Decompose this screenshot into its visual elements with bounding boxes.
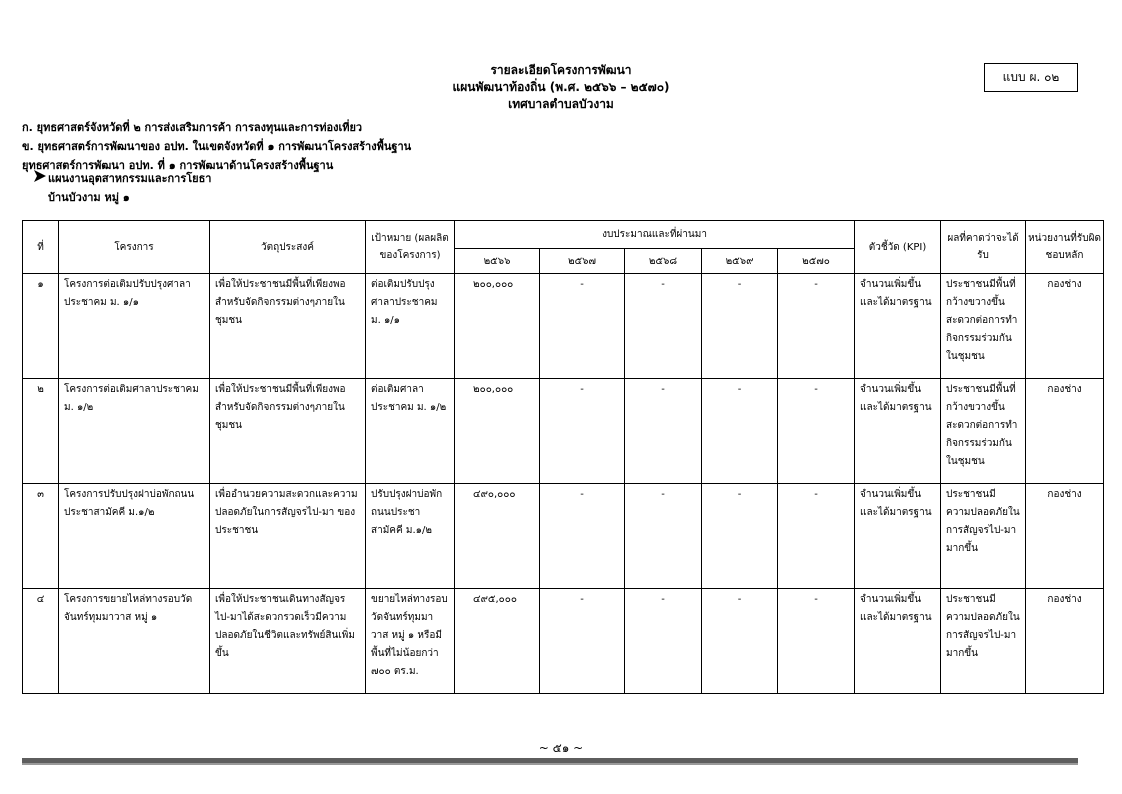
row-target: ต่อเติมปรับปรุงศาลาประชาคม ม. ๑/๑ bbox=[366, 274, 455, 379]
row-objective: เพื่อให้ประชาชนมีพื้นที่เพียงพอสำหรับจัดกิจกรรมต่างๆภายในชุมชน bbox=[210, 379, 366, 484]
header-objective: วัตถุประสงค์ bbox=[210, 221, 366, 274]
header-result: ผลที่คาดว่าจะได้รับ bbox=[941, 221, 1026, 274]
header-target: เป้าหมาย (ผลผลิตของโครงการ) bbox=[366, 221, 455, 274]
form-code-box: แบบ ผ. ๐๒ bbox=[984, 63, 1078, 92]
project-table bbox=[22, 220, 1104, 694]
row-no: ๓ bbox=[23, 484, 59, 589]
row-result: ประชาชนมีความปลอดภัยในการสัญจรไป-มา มากขึ้น bbox=[941, 484, 1026, 589]
row-budget-2570: - bbox=[778, 274, 855, 379]
row-budget-2568: - bbox=[625, 274, 702, 379]
document-subtitle: แผนพัฒนาท้องถิ่น (พ.ศ. ๒๕๖๖ – ๒๕๗๐) bbox=[452, 80, 670, 94]
village-name: บ้านบัวงาม หมู่ ๑ bbox=[48, 191, 130, 204]
document-title: รายละเอียดโครงการพัฒนา bbox=[490, 63, 632, 77]
row-budget-2567: - bbox=[540, 484, 625, 589]
header-agency: หน่วยงานที่รับผิดชอบหลัก bbox=[1026, 221, 1104, 274]
row-budget-2570: - bbox=[778, 379, 855, 484]
header-kpi: ตัวชี้วัด (KPI) bbox=[855, 221, 941, 274]
header-year: ๒๕๖๙ bbox=[702, 249, 778, 274]
row-result: ประชาชนมีพื้นที่กว้างขวางขึ้น สะดวกต่อการทำกิจกรรมร่วมกันในชุมชน bbox=[941, 379, 1026, 484]
row-budget-2566: ๔๙๐,๐๐๐ bbox=[455, 484, 540, 589]
header-year: ๒๕๖๖ bbox=[455, 249, 540, 274]
row-target: ต่อเติมศาลาประชาคม ม. ๑/๒ bbox=[366, 379, 455, 484]
row-budget-2566: ๒๐๐,๐๐๐ bbox=[455, 274, 540, 379]
table-row bbox=[23, 589, 1104, 694]
row-no: ๑ bbox=[23, 274, 59, 379]
row-budget-2569: - bbox=[702, 589, 778, 694]
document-header bbox=[0, 62, 1122, 113]
strategy-section bbox=[22, 118, 411, 175]
row-budget-2570: - bbox=[778, 589, 855, 694]
row-budget-2568: - bbox=[625, 589, 702, 694]
row-no: ๒ bbox=[23, 379, 59, 484]
row-project: โครงการต่อเติมปรับปรุงศาลาประชาคม ม. ๑/๑ bbox=[59, 274, 210, 379]
row-kpi: จำนวนเพิ่มขึ้นและได้มาตรฐาน bbox=[855, 589, 941, 694]
row-target: ขยายไหล่ทางรอบวัดจันทร์ทุมมาวาส หมู่ ๑ หรือมีพื้นที่ไม่น้อยกว่า ๗๐๐ ตร.ม. bbox=[366, 589, 455, 694]
row-budget-2566: ๒๐๐,๐๐๐ bbox=[455, 379, 540, 484]
row-budget-2570: - bbox=[778, 484, 855, 589]
row-result: ประชาชนมีความปลอดภัยในการสัญจรไป-มา มากขึ้น bbox=[941, 589, 1026, 694]
row-agency: กองช่าง bbox=[1026, 484, 1104, 589]
row-objective: เพื่อให้ประชาชนเดินทางสัญจรไป-มาได้สะดวกรวดเร็วมีความปลอดภัยในชีวิตและทรัพย์สินเพิ่มขึ้น bbox=[210, 589, 366, 694]
arrow-bullet-icon bbox=[34, 169, 48, 188]
row-kpi: จำนวนเพิ่มขึ้นและได้มาตรฐาน bbox=[855, 274, 941, 379]
row-kpi: จำนวนเพิ่มขึ้นและได้มาตรฐาน bbox=[855, 484, 941, 589]
row-agency: กองช่าง bbox=[1026, 274, 1104, 379]
row-budget-2569: - bbox=[702, 274, 778, 379]
row-kpi: จำนวนเพิ่มขึ้นและได้มาตรฐาน bbox=[855, 379, 941, 484]
footer-rule-shadow bbox=[22, 763, 1078, 765]
table-row bbox=[23, 484, 1104, 589]
header-no: ที่ bbox=[23, 221, 59, 274]
row-objective: เพื่อให้ประชาชนมีพื้นที่เพียงพอสำหรับจัดกิจกรรมต่างๆภายในชุมชน bbox=[210, 274, 366, 379]
table-row bbox=[23, 379, 1104, 484]
row-result: ประชาชนมีพื้นที่กว้างขวางขึ้น สะดวกต่อการทำกิจกรรมร่วมกันในชุมชน bbox=[941, 274, 1026, 379]
page-number: ~ ๕๑ ~ bbox=[538, 741, 584, 755]
strategy-line-c: ยุทธศาสตร์การพัฒนา อปท. ที่ ๑ การพัฒนาด้านโครงสร้างพื้นฐาน bbox=[22, 159, 334, 172]
row-project: โครงการต่อเติมศาลาประชาคม ม. ๑/๒ bbox=[59, 379, 210, 484]
row-budget-2567: - bbox=[540, 274, 625, 379]
row-objective: เพื่ออำนวยความสะดวกและความปลอดภัยในการสัญจรไป-มา ของประชาชน bbox=[210, 484, 366, 589]
plan-name: แผนงานอุตสาหกรรมและการโยธา bbox=[48, 172, 212, 185]
header-project: โครงการ bbox=[59, 221, 210, 274]
row-project: โครงการปรับปรุงฝาบ่อพักถนนประชาสามัคคี ม.๑/๒ bbox=[59, 484, 210, 589]
plan-section bbox=[34, 169, 211, 207]
row-budget-2566: ๔๙๕,๐๐๐ bbox=[455, 589, 540, 694]
header-year: ๒๕๖๗ bbox=[540, 249, 625, 274]
row-no: ๔ bbox=[23, 589, 59, 694]
row-budget-2568: - bbox=[625, 484, 702, 589]
header-budget: งบประมาณและที่ผ่านมา bbox=[455, 221, 855, 249]
row-budget-2569: - bbox=[702, 484, 778, 589]
row-target: ปรับปรุงฝาบ่อพักถนนประชาสามัคคี ม.๑/๒ bbox=[366, 484, 455, 589]
row-budget-2568: - bbox=[625, 379, 702, 484]
row-budget-2567: - bbox=[540, 379, 625, 484]
row-agency: กองช่าง bbox=[1026, 379, 1104, 484]
row-agency: กองช่าง bbox=[1026, 589, 1104, 694]
organization-name: เทศบาลตำบลบัวงาม bbox=[508, 97, 614, 111]
table-row bbox=[23, 274, 1104, 379]
row-budget-2567: - bbox=[540, 589, 625, 694]
row-budget-2569: - bbox=[702, 379, 778, 484]
header-year: ๒๕๗๐ bbox=[778, 249, 855, 274]
row-project: โครงการขยายไหล่ทางรอบวัดจันทร์ทุมมาวาส หมู่ ๑ bbox=[59, 589, 210, 694]
strategy-line-a: ก. ยุทธศาสตร์จังหวัดที่ ๒ การส่งเสริมการค้า การลงทุนและการท่องเที่ยว bbox=[22, 121, 363, 134]
header-year: ๒๕๖๘ bbox=[625, 249, 702, 274]
strategy-line-b: ข. ยุทธศาสตร์การพัฒนาของ อปท. ในเขตจังหวัดที่ ๑ การพัฒนาโครงสร้างพื้นฐาน bbox=[22, 140, 412, 153]
